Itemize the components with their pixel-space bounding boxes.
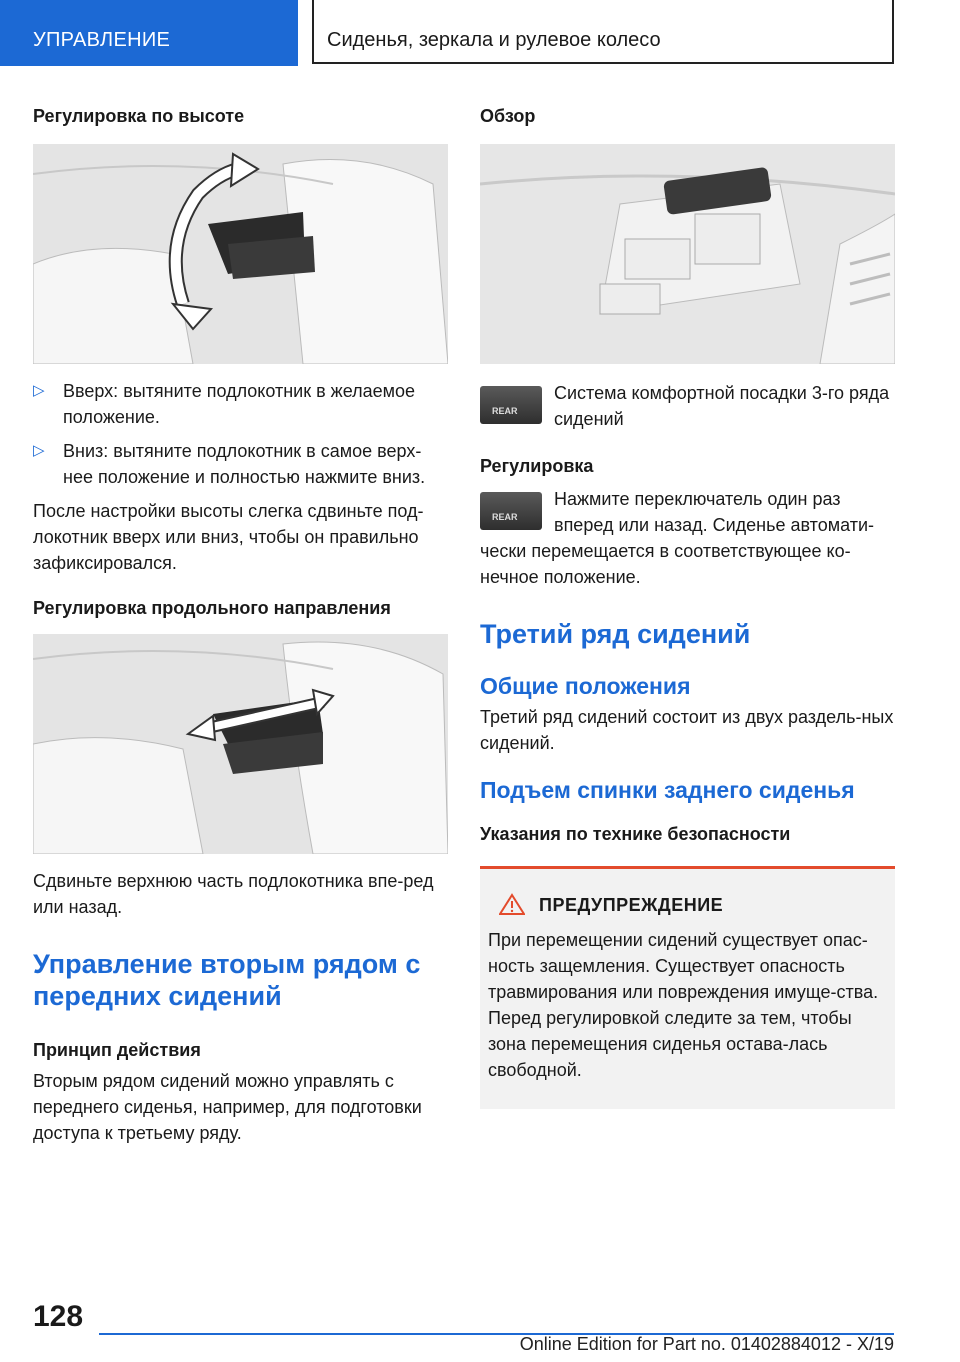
section-tab: УПРАВЛЕНИЕ — [0, 0, 298, 66]
page-number: 128 — [33, 1300, 84, 1333]
armrest-height-photo — [33, 144, 448, 364]
heading-safety: Указания по технике безопасности — [480, 824, 791, 844]
heading-general: Общие положения — [480, 673, 691, 699]
right-column — [480, 104, 895, 1109]
warning-box — [480, 866, 895, 1109]
paragraph-general: Третий ряд сидений состоит из двух раздель-ных сидений. — [480, 707, 894, 753]
paragraph-principle: Вторым рядом сидений можно управлять с переднего сиденья, например, для подготовки доступа к третьему ряду. — [33, 1071, 422, 1143]
heading-height-adjust: Регулировка по высоте — [33, 106, 245, 126]
armrest-longitudinal-illustration — [33, 634, 448, 854]
warning-triangle-icon — [499, 893, 525, 915]
bullet-up: ▷ Вверх: вытяните подлокотник в желаемое положение. — [33, 378, 448, 430]
system-description: REAR Система комфортной посадки 3-го ряда сидений — [480, 380, 895, 432]
chapter-title: Сиденья, зеркала и рулевое колесо — [312, 0, 894, 64]
page-header — [0, 0, 960, 66]
heading-principle: Принцип действия — [33, 1040, 201, 1060]
heading-longitudinal: Регулировка продольного направления — [33, 598, 391, 618]
left-column — [33, 104, 448, 1146]
triangle-bullet-icon: ▷ — [33, 382, 45, 399]
warning-text: При перемещении сидений существует опас-ность защемления. Существует опасность травмирования или повреждения имуще-ства. Перед регулировкой следите за тем, чтобы зона перемещения сиденья остава-лась свободной. — [488, 930, 879, 1080]
heading-overview: Обзор — [480, 106, 536, 126]
armrest-height-illustration — [33, 144, 448, 364]
paragraph-after-adjust: После настройки высоты слегка сдвиньте под-локотник вверх или вниз, чтобы он правильно зафиксировался. — [33, 501, 424, 573]
bullet-down: ▷ Вниз: вытяните подлокотник в самое верх-нее положение и полностью нажмите вниз. — [33, 438, 448, 490]
heading-third-row: Третий ряд сидений — [480, 619, 751, 649]
armrest-longitudinal-photo — [33, 634, 448, 854]
warning-title: ПРЕДУПРЕЖДЕНИЕ — [499, 893, 883, 917]
adjustment-continuation: чески перемещается в соответствующее ко-нечное положение. — [480, 541, 851, 587]
rear-switch-icon: REAR — [480, 386, 542, 424]
heading-second-row-control: Управление вторым рядом с передних сидений — [33, 949, 421, 1011]
adjustment-description: REAR Нажмите переключатель один раз вперед или назад. Сиденье автомати- — [480, 486, 895, 538]
heading-adjustment: Регулировка — [480, 456, 594, 476]
rear-switch-icon: REAR — [480, 492, 542, 530]
triangle-bullet-icon: ▷ — [33, 442, 45, 459]
edition-info: Online Edition for Part no. 01402884012 - X/19 — [519, 1334, 894, 1354]
switch-panel-illustration — [480, 144, 895, 364]
switch-panel-photo — [480, 144, 895, 364]
heading-backrest: Подъем спинки заднего сиденья — [480, 777, 855, 803]
paragraph-longitudinal: Сдвиньте верхнюю часть подлокотника впе-ред или назад. — [33, 871, 434, 917]
